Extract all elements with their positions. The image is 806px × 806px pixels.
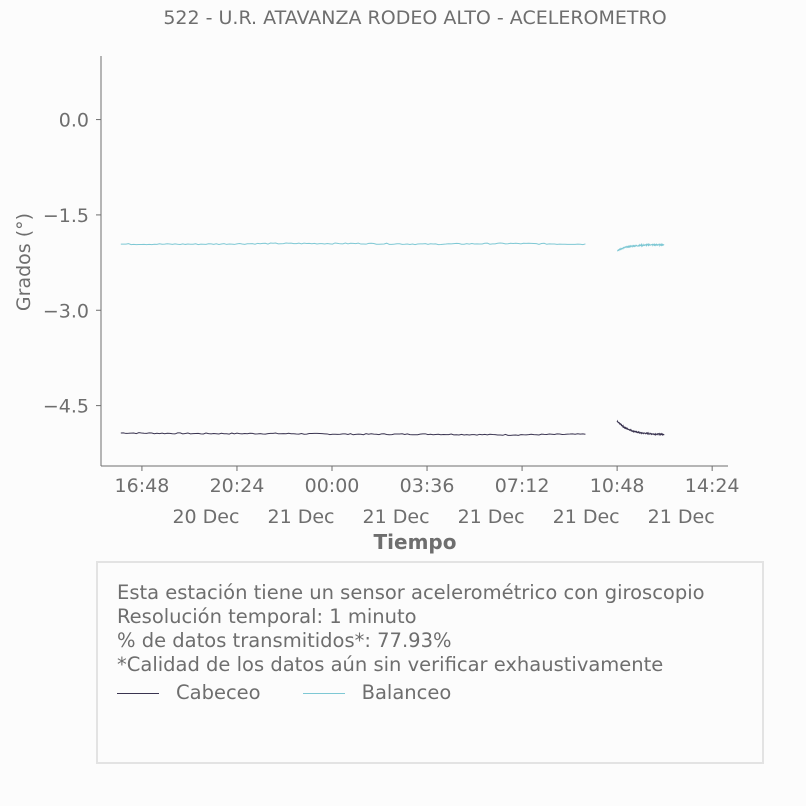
y-tick-label: 0.0 [58,109,89,132]
x-tick-label: 16:48 [114,475,170,497]
series-line-cabeceo-segment-2 [617,421,664,435]
legend [117,681,762,705]
y-tick-label: −3.0 [42,300,89,323]
chart-title: 522 - U.R. ATAVANZA RODEO ALTO - ACELEROMETRO [163,7,667,29]
series-line-balanceo-segment-2 [617,244,664,251]
legend-swatch-balanceo [303,693,345,694]
y-axis-ticks [43,110,101,418]
series-line-cabeceo-segment-1 [121,433,586,436]
y-tick-label: −4.5 [42,395,89,418]
y-axis-label: Grados (°) [13,212,35,312]
x-axis-label: Tiempo [373,530,457,554]
x-tick-label: 00:00 [304,475,360,497]
x-axis-ticks [115,466,740,528]
y-tick-label: −1.5 [42,204,89,227]
legend-item-balanceo [303,681,452,705]
info-sensor-line: Esta estación tiene un sensor acelerométrico con giroscopio [117,581,705,604]
legend-swatch-cabeceo [117,693,159,694]
x-tick-label: 07:12 [494,475,550,497]
x-tick-label: 20:24 [209,475,265,497]
info-resolution-line: Resolución temporal: 1 minuto [117,605,417,628]
info-transmitted-line: % de datos transmitidos*: 77.93% [117,629,452,652]
legend-label-cabeceo: Cabeceo [176,681,261,704]
x-tick-label: 03:36 [399,475,455,497]
series-layer [121,243,664,435]
axes [101,56,728,466]
series-line-balanceo-segment-1 [121,243,586,245]
x-tick-label: 14:24 [684,475,740,497]
x-tick-sublabel: 21 Dec [647,506,715,528]
x-tick-sublabel: 20 Dec [172,506,240,528]
x-tick-sublabel: 21 Dec [362,506,430,528]
x-tick-sublabel: 21 Dec [552,506,620,528]
x-tick-sublabel: 21 Dec [267,506,335,528]
info-box [96,561,764,764]
info-quality-line: *Calidad de los datos aún sin verificar exhaustivamente [117,653,664,676]
legend-item-cabeceo [117,681,261,705]
legend-label-balanceo: Balanceo [361,681,452,704]
x-tick-sublabel: 21 Dec [457,506,525,528]
x-tick-label: 10:48 [589,475,645,497]
